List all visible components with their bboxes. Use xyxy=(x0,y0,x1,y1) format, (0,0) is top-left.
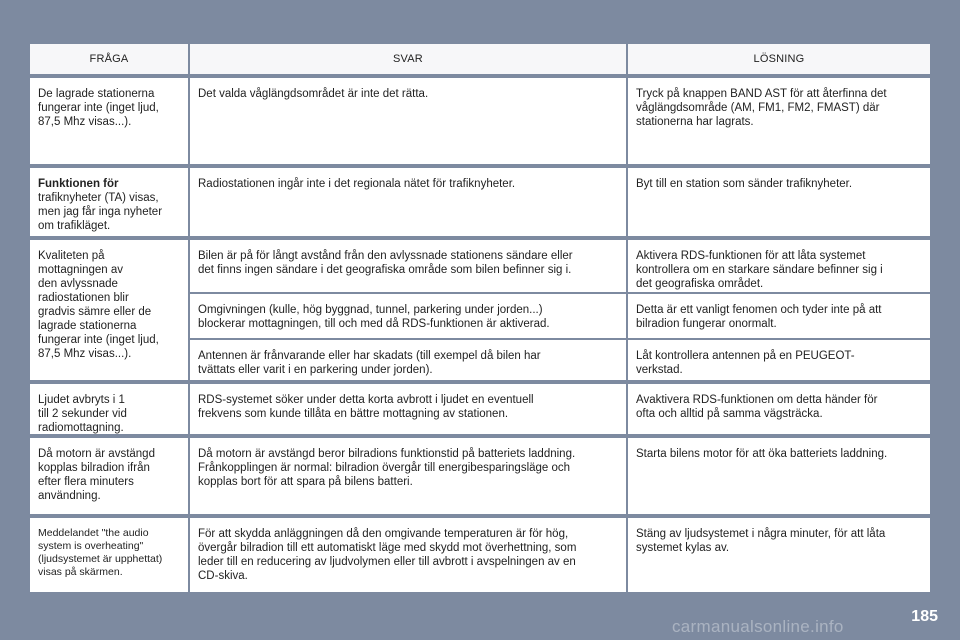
table-header xyxy=(30,44,930,74)
solution-cell: Tryck på knappen BAND AST för att återfinna det våglängdsområde (AM, FM1, FM2, FMAST) där stationerna har lagrats. xyxy=(628,78,930,164)
answer-cell: Antennen är frånvarande eller har skadats (till exempel då bilen har tvättats eller varit i en parkering under jorden). xyxy=(190,340,626,380)
troubleshooting-table xyxy=(30,44,930,596)
answer-cell: Det valda våglängdsområdet är inte det rätta. xyxy=(190,78,626,164)
sub-row xyxy=(190,340,930,380)
question-cell: Meddelandet "the audio system is overheating" (ljudsystemet är upphettat) visas på skärmen. xyxy=(30,518,188,592)
question-bold-text: Funktionen för xyxy=(38,178,119,190)
answer-cell: Bilen är på för långt avstånd från den avlyssnade stationens sändare eller det finns ingen sändare i det geografiska område som bilen befinner sig i. xyxy=(190,240,626,292)
header-solution: LÖSNING xyxy=(628,44,930,74)
solution-cell: Stäng av ljudsystemet i några minuter, för att låta systemet kylas av. xyxy=(628,518,930,592)
question-text: trafiknyheter (TA) visas, men jag får inga nyheter om trafikläget. xyxy=(38,192,163,232)
answer-cell: Omgivningen (kulle, hög byggnad, tunnel, parkering under jorden...) blockerar mottagningen, till och med då RDS-funktionen är aktiverad. xyxy=(190,294,626,338)
sub-row xyxy=(190,294,930,338)
table-row xyxy=(30,384,930,434)
page-number: 185 xyxy=(911,608,938,625)
answer-cell: För att skydda anläggningen då den omgivande temperaturen är för hög, övergår bilradion till ett automatiskt läge med skydd mot överhettning, som leder till en reducering av ljudvolymen eller till avbrott i avspelningen av en CD-skiva. xyxy=(190,518,626,592)
question-cell xyxy=(30,168,188,236)
answer-solution-group xyxy=(190,240,930,380)
table-row xyxy=(30,78,930,164)
question-cell: Ljudet avbryts i 1 till 2 sekunder vid radiomottagning. xyxy=(30,384,188,434)
answer-cell: RDS-systemet söker under detta korta avbrott i ljudet en eventuell frekvens som kunde tillåta en bättre mottagning av stationen. xyxy=(190,384,626,434)
solution-cell: Starta bilens motor för att öka batteriets laddning. xyxy=(628,438,930,514)
question-cell: Kvaliteten på mottagningen av den avlyssnade radiostationen blir gradvis sämre eller de lagrade stationerna fungerar inte (inget ljud, 87,5 Mhz visas...). xyxy=(30,240,188,380)
answer-cell: Radiostationen ingår inte i det regionala nätet för trafiknyheter. xyxy=(190,168,626,236)
answer-cell: Då motorn är avstängd beror bilradions funktionstid på batteriets laddning. Frånkopplingen är normal: bilradion övergår till energibesparingsläge och kopplas bort för att spara på bilens batteri. xyxy=(190,438,626,514)
question-cell: De lagrade stationerna fungerar inte (inget ljud, 87,5 Mhz visas...). xyxy=(30,78,188,164)
header-question: FRÅGA xyxy=(30,44,188,74)
watermark: carmanualsonline.info xyxy=(672,617,844,636)
header-answer: SVAR xyxy=(190,44,626,74)
solution-cell: Detta är ett vanligt fenomen och tyder inte på att bilradion fungerar onormalt. xyxy=(628,294,930,338)
table-row xyxy=(30,240,930,380)
table-row xyxy=(30,168,930,236)
solution-cell: Låt kontrollera antennen på en PEUGEOT- verkstad. xyxy=(628,340,930,380)
sub-row xyxy=(190,240,930,292)
solution-cell: Aktivera RDS-funktionen för att låta systemet kontrollera om en starkare sändare befinner sig i det geografiska området. xyxy=(628,240,930,292)
solution-cell: Avaktivera RDS-funktionen om detta händer för ofta och alltid på samma vägsträcka. xyxy=(628,384,930,434)
solution-cell: Byt till en station som sänder trafiknyheter. xyxy=(628,168,930,236)
question-cell: Då motorn är avstängd kopplas bilradion ifrån efter flera minuters användning. xyxy=(30,438,188,514)
table-row xyxy=(30,518,930,592)
table-row xyxy=(30,438,930,514)
